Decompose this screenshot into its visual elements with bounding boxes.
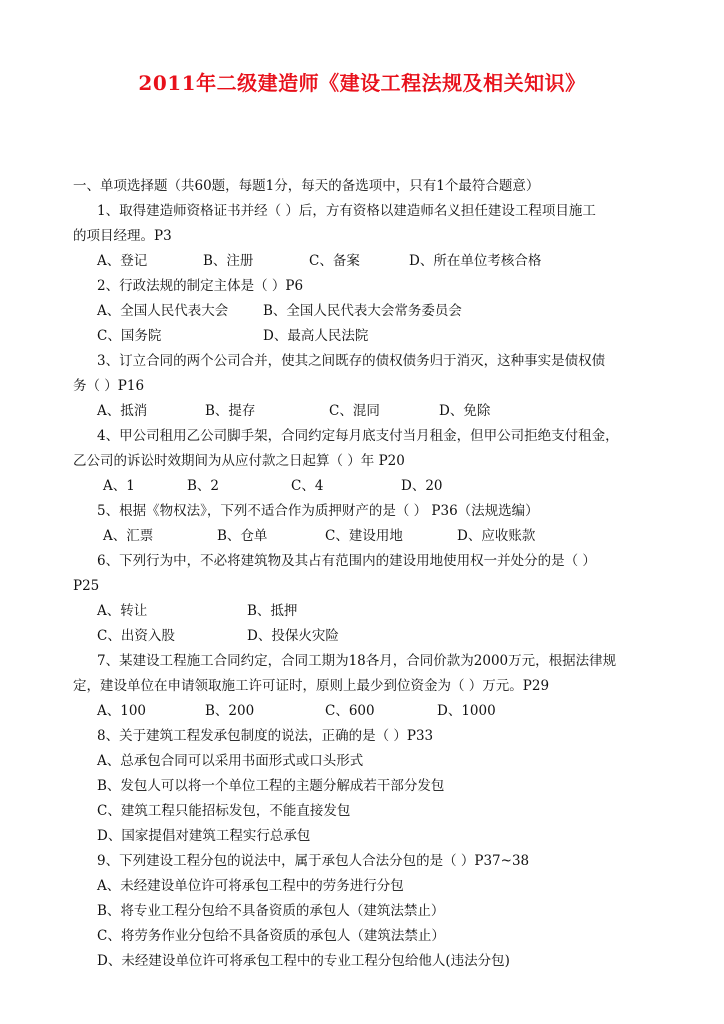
option-c: C、600 xyxy=(325,703,375,719)
option-b: B、2 xyxy=(187,478,220,494)
question-9-option-d: D、未经建设单位许可将承包工程中的专业工程分包给他人(违法分包) xyxy=(97,953,510,969)
option-c: C、国务院 xyxy=(97,328,162,344)
question-6-line-2: P25 xyxy=(73,578,100,594)
option-a: A、登记 xyxy=(97,253,148,269)
option-b: B、全国人民代表大会常务委员会 xyxy=(263,303,462,319)
option-c: C、出资入股 xyxy=(97,628,175,644)
question-8-option-c: C、建筑工程只能招标发包，不能直接发包 xyxy=(97,803,351,819)
question-4-line-2: 乙公司的诉讼时效期间为从应付款之日起算（ ）年 P20 xyxy=(73,453,405,469)
question-9-option-a: A、未经建设单位许可将承包工程中的劳务进行分包 xyxy=(97,878,404,894)
option-c: C、建设用地 xyxy=(325,528,403,544)
option-b: B、仓单 xyxy=(217,528,268,544)
question-3-line-1: 3、订立合同的两个公司合并，使其之间既存的债权债务归于消灭，这种事实是债权债 xyxy=(97,353,606,369)
option-a: A、1 xyxy=(103,478,135,494)
question-8-option-a: A、总承包合同可以采用书面形式或口头形式 xyxy=(97,753,364,769)
question-6-line-1: 6、下列行为中，不必将建筑物及其占有范围内的建设用地使用权一并处分的是（ ） xyxy=(97,553,596,569)
option-d: D、最高人民法院 xyxy=(263,328,369,344)
question-1-line-2: 的项目经理。P3 xyxy=(73,228,172,244)
question-9-line-1: 9、下列建设工程分包的说法中，属于承包人合法分包的是（ ）P37~38 xyxy=(97,853,530,869)
option-a: A、转让 xyxy=(97,603,148,619)
option-a: A、100 xyxy=(97,703,147,719)
question-7-line-1: 7、某建设工程施工合同约定，合同工期为18各月，合同价款为2000万元，根据法律规 xyxy=(97,653,617,669)
option-d: D、投保火灾险 xyxy=(247,628,339,644)
question-9-option-c: C、将劳务作业分包给不具备资质的承包人（建筑法禁止） xyxy=(97,928,445,944)
question-8-option-b: B、发包人可以将一个单位工程的主题分解成若干部分发包 xyxy=(97,778,445,794)
option-b: B、提存 xyxy=(205,403,256,419)
question-7-line-2: 定，建设单位在申请领取施工许可证时，原则上最少到位资金为（ ）万元。P29 xyxy=(73,678,550,694)
section-header: 一、单项选择题（共60题，每题1分，每天的备选项中，只有1个最符合题意） xyxy=(73,178,540,194)
question-4-line-1: 4、甲公司租用乙公司脚手架，合同约定每月底支付当月租金，但甲公司拒绝支付租金， xyxy=(97,428,619,444)
option-a: A、汇票 xyxy=(103,528,154,544)
question-5-line-1: 5、根据《物权法》，下列不适合作为质押财产的是（ ） P36（法规选编） xyxy=(97,503,539,519)
question-2-line-1: 2、行政法规的制定主体是（ ）P6 xyxy=(97,278,304,294)
option-d: D、20 xyxy=(401,478,443,494)
question-9-option-b: B、将专业工程分包给不具备资质的承包人（建筑法禁止） xyxy=(97,903,445,919)
option-a: A、全国人民代表大会 xyxy=(97,303,229,319)
question-8-line-1: 8、关于建筑工程发承包制度的说法，正确的是（ ）P33 xyxy=(97,728,434,744)
question-1-line-1: 1、取得建造师资格证书并经（ ）后，方有资格以建造师名义担任建设工程项目施工 xyxy=(97,203,596,219)
document-title: 2011年二级建造师《建设工程法规及相关知识》 xyxy=(138,71,586,95)
question-3-line-2: 务（ ）P16 xyxy=(73,378,145,394)
option-b: B、200 xyxy=(205,703,255,719)
option-d: D、应收账款 xyxy=(457,528,536,544)
option-c: C、备案 xyxy=(309,253,360,269)
option-b: B、抵押 xyxy=(247,603,298,619)
option-a: A、抵消 xyxy=(97,403,148,419)
option-b: B、注册 xyxy=(203,253,254,269)
option-d: D、1000 xyxy=(437,703,496,719)
option-c: C、混同 xyxy=(329,403,380,419)
option-d: D、所在单位考核合格 xyxy=(409,253,542,269)
question-8-option-d: D、国家提倡对建筑工程实行总承包 xyxy=(97,828,311,844)
option-c: C、4 xyxy=(291,478,324,494)
option-d: D、免除 xyxy=(439,403,491,419)
